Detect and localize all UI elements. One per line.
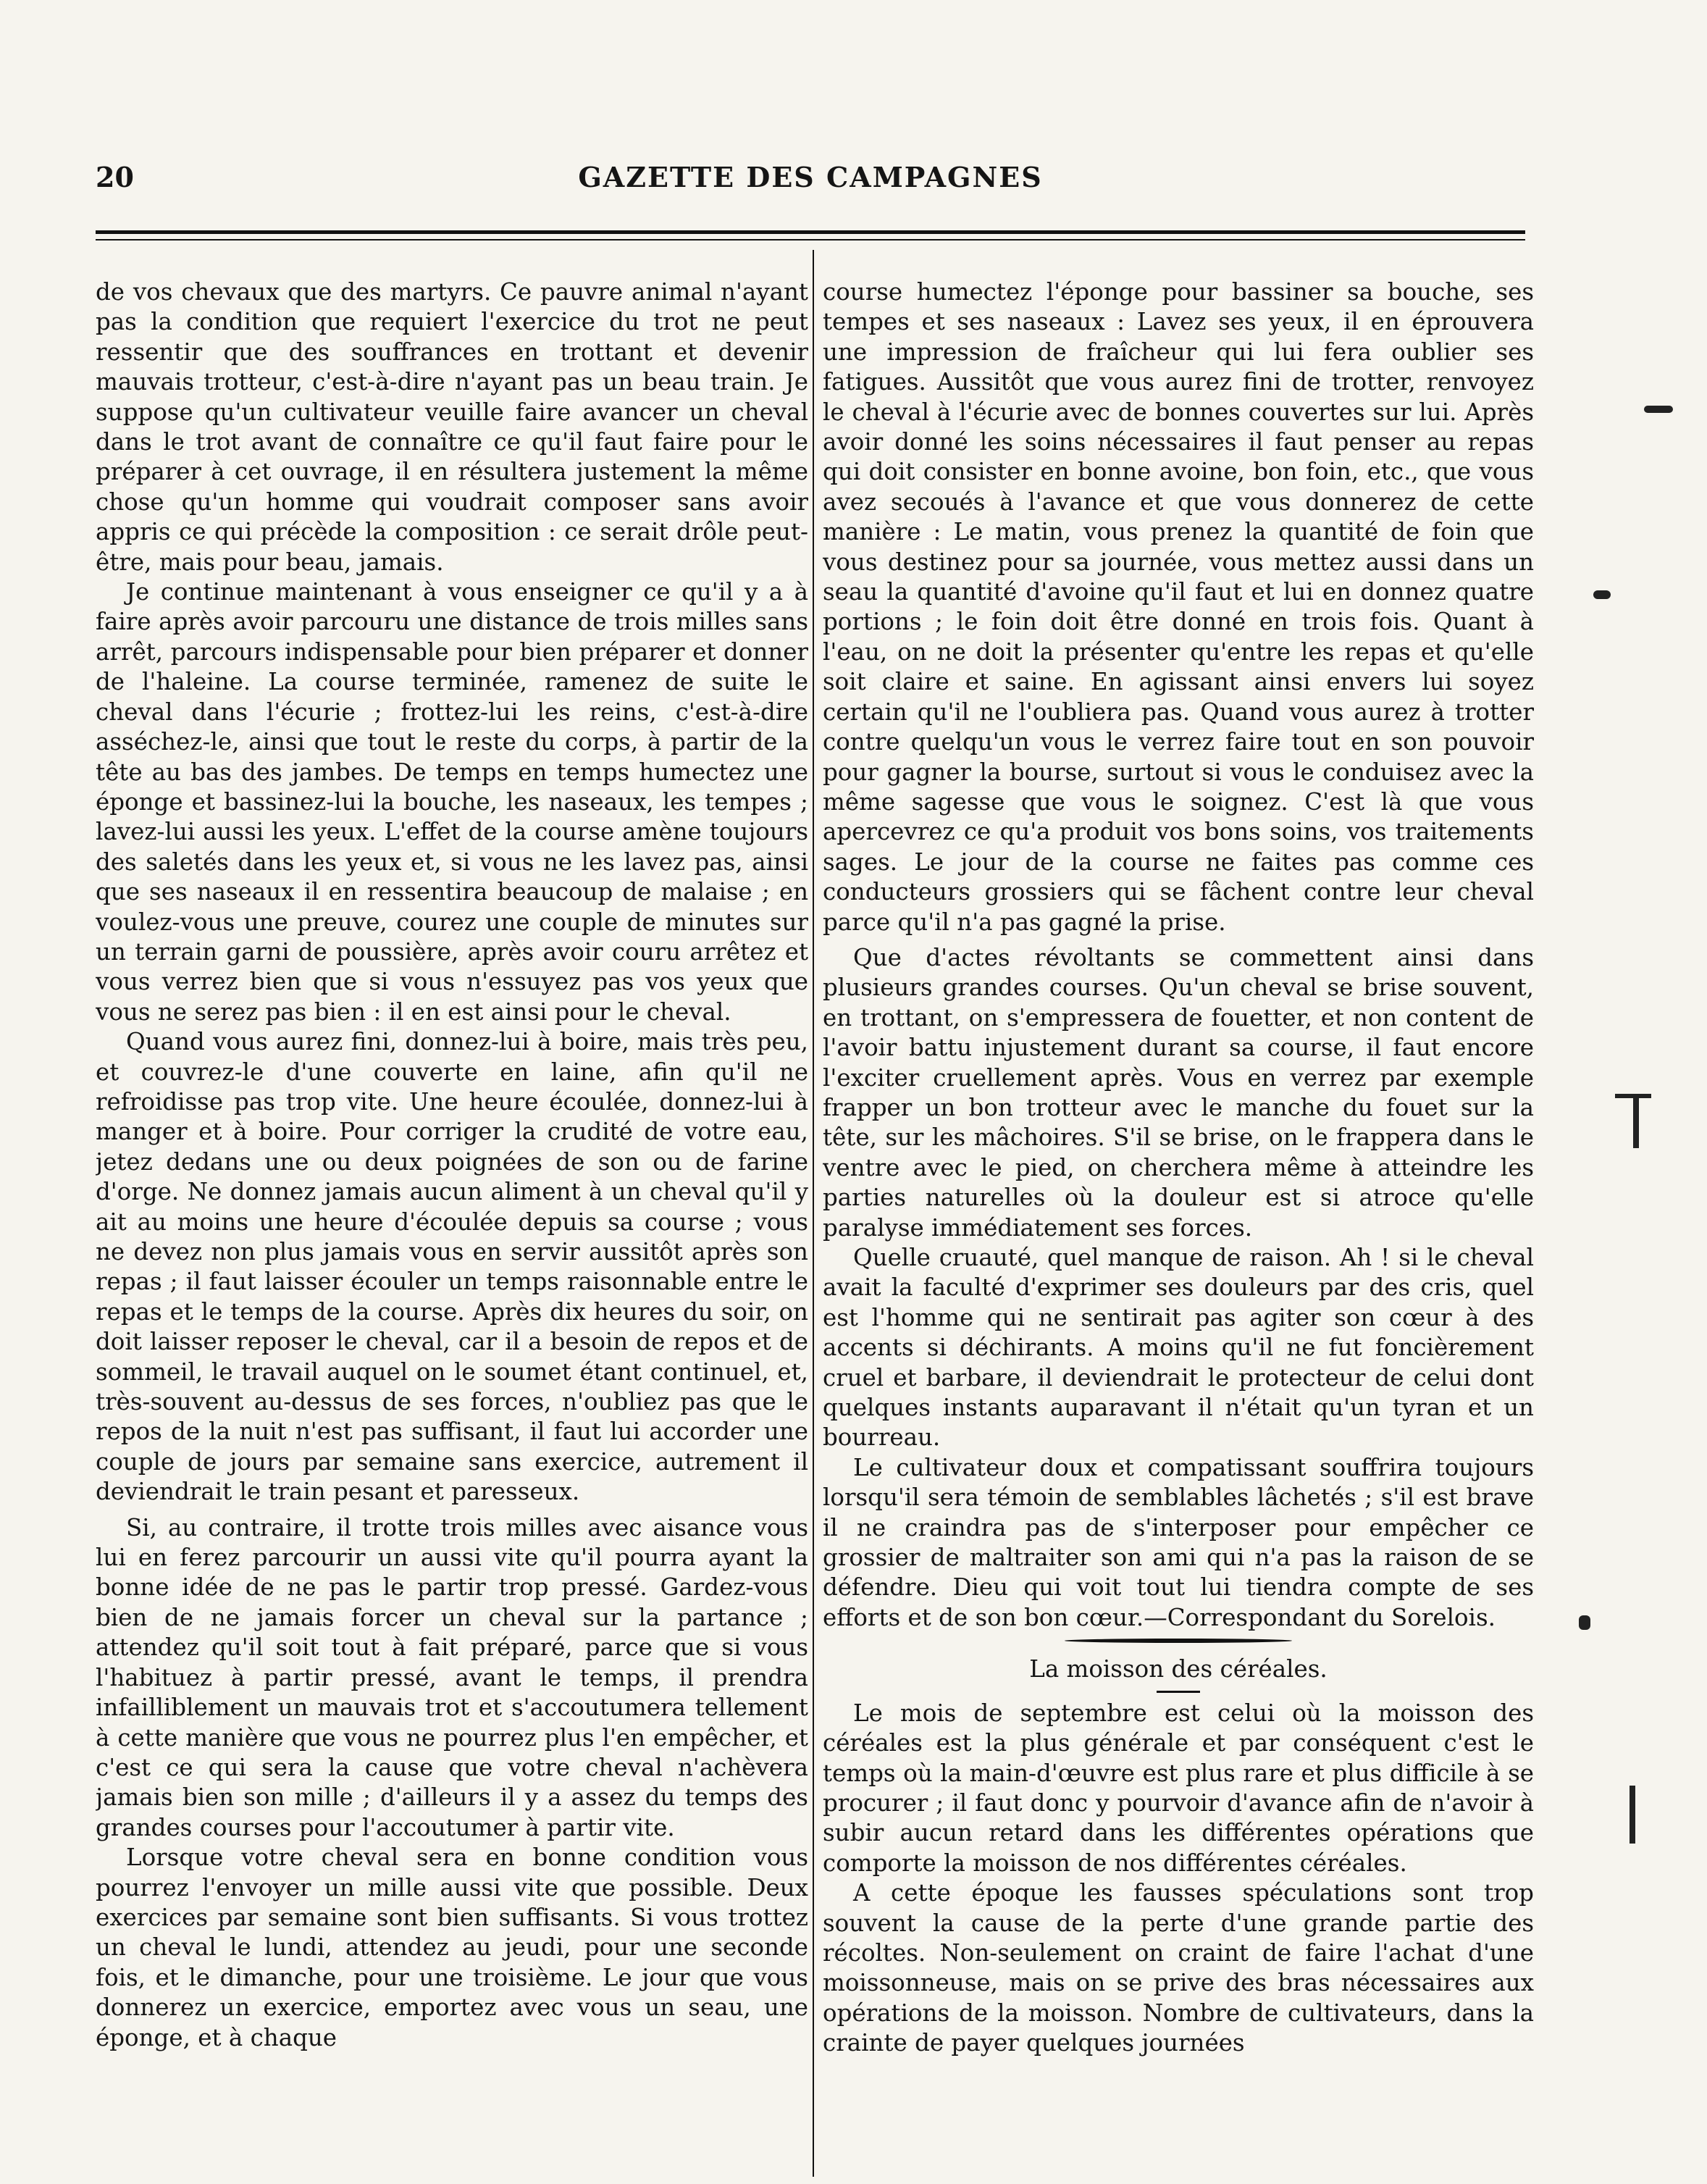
paragraph: Si, au contraire, il trotte trois milles avec aisance vous lui en ferez parcourir un aussi vite qu'il pourra ayant la bonne idée de ne pas le partir trop pressé. Gardez-vous bien de ne jamais forcer un cheval sur la partance ; attendez qu'il soit tout à fait préparé, parce que si vous l'habituez à partir pressé, avant le temps, il prendra infailliblement un mauvais trot et s'accoutumera tellement à cette manière que vous ne pourrez plus l'en empêcher, et c'est ce qui sera la cause que votre cheval n'achèvera jamais bien son mille ; d'ailleurs il y a assez du temps des grandes courses pour l'accoutumer à partir vite. bbox=[96, 1513, 808, 1841]
paragraph: Quelle cruauté, quel manque de raison. Ah ! si le cheval avait la faculté d'exprimer ses douleurs par des cris, quel est l'homme qui ne sentirait pas agiter son cœur à des accents si déchirants. A moins qu'il ne fut foncièrement cruel et barbare, il deviendrait le protecteur de celui dont quelques instants auparavant il n'était qu'un tyran et un bourreau. bbox=[823, 1244, 1534, 1452]
scan-mark bbox=[1633, 1097, 1639, 1148]
paragraph: Je continue maintenant à vous enseigner ce qu'il y a à faire après avoir parcouru une distance de trois milles sans arrêt, parcours indispensable pour bien préparer et donner de l'haleine. La course terminée, ramenez de suite le cheval dans l'écurie ; frottez-lui les reins, c'est-à-dire asséchez-le, ainsi que tout le reste du corps, à partir de la tête au bas des jambes. De temps en temps humectez une éponge et bassinez-lui la bouche, les naseaux, les tempes ; lavez-lui aussi les yeux. L'effet de la course amène toujours des saletés dans les yeux et, si vous ne les lavez pas, ainsi que ses naseaux il en ressentira beaucoup de malaise ; en voulez-vous une preuve, courez une couple de minutes sur un terrain garni de poussière, après avoir couru arrêtez et vous verrez bien que si vous n'essuyez pas vos yeux que vous ne serez pas bien : il en est ainsi pour le cheval. bbox=[96, 578, 808, 1026]
paragraph: Le cultivateur doux et compatissant souffrira toujours lorsqu'il sera témoin de semblables lâchetés ; s'il est brave il ne craindra pas de s'interposer pour empêcher ce grossier de maltraiter son ami qui n'a pas la raison de se défendre. Dieu qui voit tout lui tiendra compte de ses efforts et de son bon cœur.—Correspondant du Sorelois. bbox=[823, 1453, 1534, 1631]
publication-title: GAZETTE DES CAMPAGNES bbox=[578, 161, 1043, 193]
header-rule-thin bbox=[96, 239, 1525, 240]
section-title: La moisson des céréales. bbox=[1029, 1655, 1328, 1683]
header-rule-thick bbox=[96, 230, 1525, 234]
scan-mark bbox=[1615, 1094, 1651, 1098]
paragraph: Quand vous aurez fini, donnez-lui à boire, mais très peu, et couvrez-le d'une couverte en laine, afin qu'il ne refroidisse pas trop vite. Une heure écoulée, donnez-lui à manger et à boire. Pour corriger la crudité de votre eau, jetez dedans une ou deux poignées de son ou de farine d'orge. Ne donnez jamais aucun aliment à un cheval qu'il y ait au moins une heure d'écoulée depuis sa course ; vous ne devez non plus jamais vous en servir aussitôt après son repas ; il faut laisser écouler un temps raisonnable entre le repas et le temps de la course. Après dix heures du soir, on doit laisser reposer le cheval, car il a besoin de repos et de sommeil, le travail auquel on le soumet étant continuel, et, très-souvent au-dessus de ses forces, n'oubliez pas que le repos de la nuit n'est pas suffisant, il faut lui accorder une couple de jours par semaine sans exercice, autrement il deviendrait le train pesant et paresseux. bbox=[96, 1028, 808, 1506]
ornament-rule bbox=[1065, 1639, 1292, 1643]
section-separator bbox=[823, 1633, 1534, 1653]
paragraph: A cette époque les fausses spéculations sont trop souvent la cause de la perte d'une grande partie des récoltes. Non-seulement on craint de faire l'achat d'une moissonneuse, mais on se prive des bras nécessaires aux opérations de la moisson. Nombre de cultivateurs, dans la crainte de payer quelques journées bbox=[823, 1879, 1534, 2057]
column-divider bbox=[813, 250, 814, 2177]
paragraph: de vos chevaux que des martyrs. Ce pauvre animal n'ayant pas la condition que requiert l'exercice du trot ne peut ressentir que des souffrances en trottant et devenir mauvais trotteur, c'est-à-dire n'ayant pas un beau train. Je suppose qu'un cultivateur veuille faire avancer un cheval dans le trot avant de connaître ce qu'il faut faire pour le préparer à cet ouvrage, il en résultera justement la même chose qu'un homme qui voudrait composer sans avoir appris ce qui précède la composition : ce serait drôle peut-être, mais pour beau, jamais. bbox=[96, 278, 808, 576]
scan-mark bbox=[1579, 1615, 1590, 1630]
scan-mark bbox=[1593, 590, 1611, 599]
page-number: 20 bbox=[96, 161, 134, 193]
right-column bbox=[823, 277, 1534, 2175]
scan-mark bbox=[1630, 1786, 1635, 1844]
scan-mark bbox=[1644, 406, 1673, 413]
paragraph: Le mois de septembre est celui où la moisson des céréales est la plus générale et par conséquent c'est le temps où la main-d'œuvre est plus rare et plus difficile à se procurer ; il faut donc y pourvoir d'avance afin de n'avoir à subir aucun retard dans les différentes opérations que comporte la moisson de nos différentes céréales. bbox=[823, 1699, 1534, 1877]
title-underline bbox=[1157, 1691, 1200, 1693]
paragraph: Que d'actes révoltants se commettent ainsi dans plusieurs grandes courses. Qu'un cheval se brise souvent, en trottant, on s'empressera de fouetter, et non content de l'avoir battu injustement durant sa course, il faut encore l'exciter cruellement après. Vous en verrez par exemple frapper un bon trotteur avec le manche du fouet sur la tête, sur les mâchoires. S'il se brise, on le frappera dans le ventre avec le pied, on cherchera même à atteindre les parties naturelles où la douleur est si atroce qu'elle paralyse immédiatement ses forces. bbox=[823, 943, 1534, 1242]
paragraph: course humectez l'éponge pour bassiner sa bouche, ses tempes et ses naseaux : Lavez ses yeux, il en éprouvera une impression de fraîcheur qui lui fera oublier ses fatigues. Aussitôt que vous aurez fini de trotter, renvoyez le cheval à l'écurie avec de bonnes couvertes sur lui. Après avoir donné les soins nécessaires il faut penser au repas qui doit consister en bonne avoine, bon foin, etc., que vous avez secoués à l'avance et que vous donnerez de cette manière : Le matin, vous prenez la quantité de foin que vous destinez pour sa journée, vous mettez aussi dans un seau la quantité d'avoine qu'il faut et lui en donnez quatre portions ; le foin doit être donné en trois fois. Quant à l'eau, on ne doit la présenter qu'entre les repas et qu'elle soit claire et saine. En agissant ainsi envers lui soyez certain qu'il ne l'oubliera pas. Quand vous aurez à trotter contre quelqu'un vous le verrez faire tout en son pouvoir pour gagner la bourse, surtout si vous le conduisez avec la même sagesse que vous le soignez. C'est là que vous apercevrez ce qu'a produit vos bons soins, vos traitements sages. Le jour de la course ne faites pas comme ces conducteurs grossiers qui se fâchent contre leur cheval parce qu'il n'a pas gagné la prise. bbox=[823, 278, 1534, 936]
page-header bbox=[96, 161, 1525, 198]
left-column bbox=[96, 277, 808, 2175]
paragraph: Lorsque votre cheval sera en bonne condition vous pourrez l'envoyer un mille aussi vite que possible. Deux exercices par semaine sont bien suffisants. Si vous trottez un cheval le lundi, attendez au jeudi, pour une seconde fois, et le dimanche, pour une troisième. Le jour que vous donnerez un exercice, emportez avec vous un seau, une éponge, et à chaque bbox=[96, 1844, 808, 2051]
